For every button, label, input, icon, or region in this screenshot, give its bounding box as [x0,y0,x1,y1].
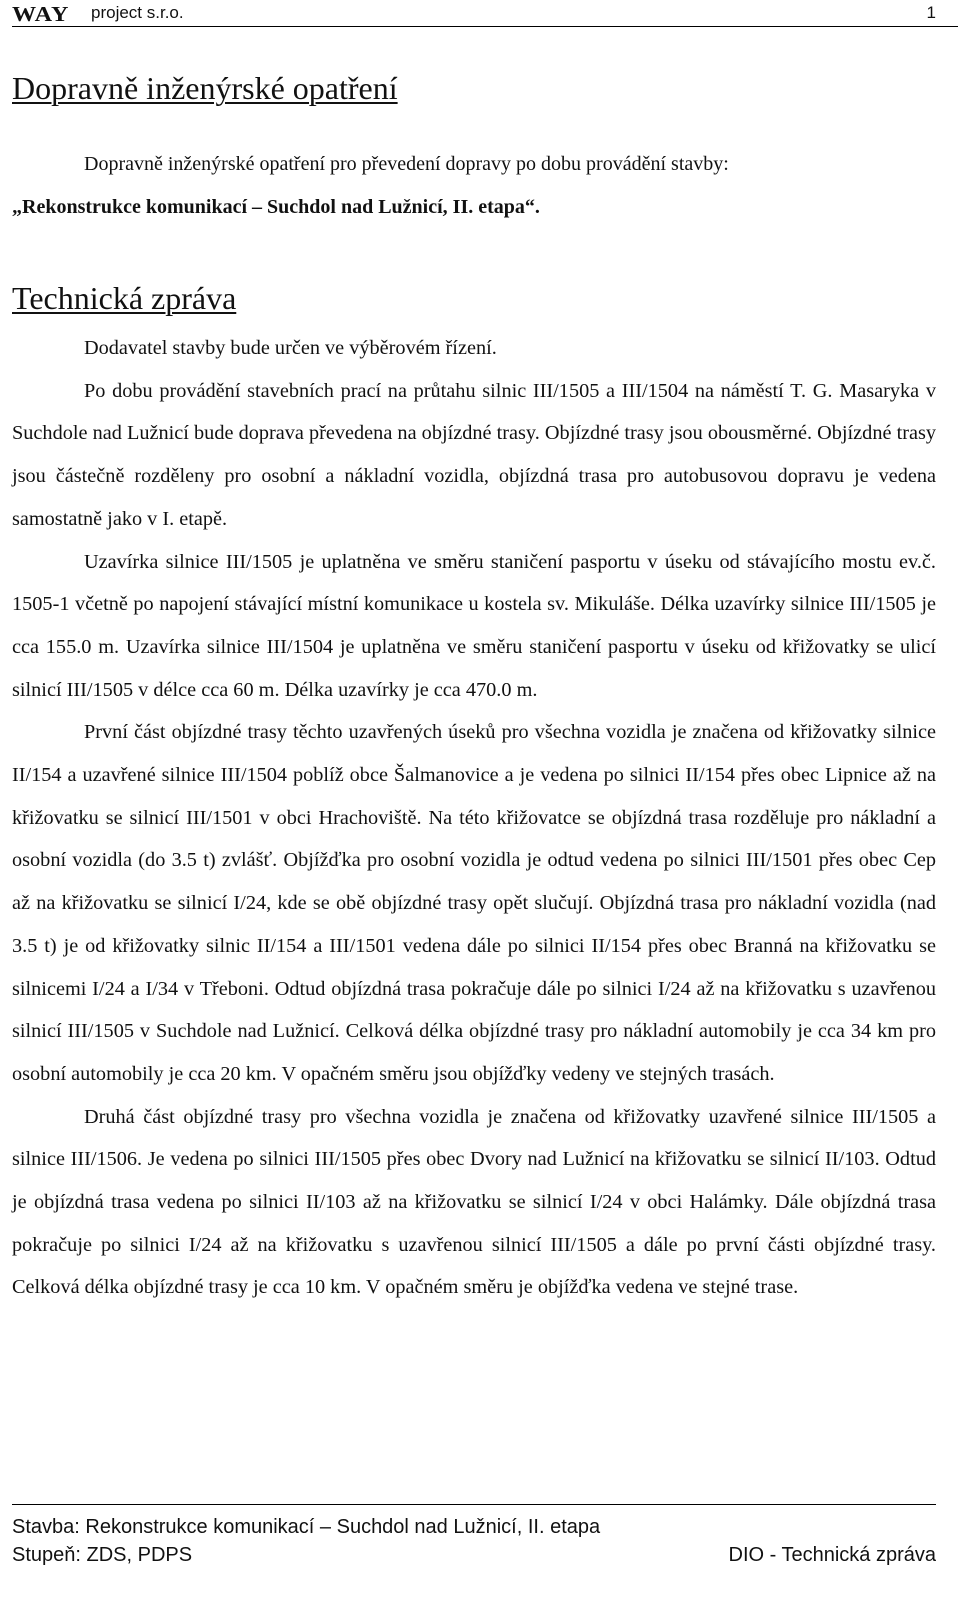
project-name: „Rekonstrukce komunikací – Suchdol nad Lužnicí, II. etapa“. [12,196,540,218]
footer-document-type: DIO - Technická zpráva [728,1544,936,1566]
paragraph: První část objízdné trasy těchto uzavřených úseků pro všechna vozidla je značena od křižovatky silnice II/154 a uzavřené silnice III/1504 poblíž obce Šalmanovice a je vedena po silnici II/154 přes obec Lipnice až na křižovatku se silnicí III/1501 v obci Hrachoviště. Na této křižovatce se objízdná trasa rozděluje pro nákladní a osobní vozidla (do 3.5 t) zvlášť. Objížďka pro osobní vozidla je odtud vedena po silnici III/1501 přes obec Cep až na křižovatku se silnicí I/24, kde se obě objízdné trasy opět slučují. Objízdná trasa pro nákladní vozidla (nad 3.5 t) je od křižovatky silnic II/154 a III/1501 vedena dále po silnici II/154 přes obec Branná na křižovatku se silnicemi I/24 a I/34 v Třeboni. Odtud objízdná trasa pokračuje dále po silnici I/24 až na křižovatku s uzavřenou silnicí III/1505 v Suchdole nad Lužnicí. Celková délka objízdné trasy pro nákladní automobily je cca 34 km pro osobní automobily je cca 20 km. V opačném směru jsou objížďky vedeny ve stejných trasách. [12,721,936,1085]
paragraph: Po dobu provádění stavebních prací na průtahu silnic III/1505 a III/1504 na náměstí T. G. Masaryka v Suchdole nad Lužnicí bude doprava převedena na objízdné trasy. Objízdné trasy jsou obousměrné. Objízdné trasy jsou částečně rozděleny pro osobní a nákladní vozidla, objízdná trasa pro autobusovou dopravu je vedena samostatně jako v I. etapě. [12,379,936,530]
intro-line: Dopravně inženýrské opatření pro převedení dopravy po dobu provádění stavby: [84,153,729,175]
page-number: 1 [926,3,936,22]
section-title: Technická zpráva [12,280,237,316]
paragraph: Dodavatel stavby bude určen ve výběrovém řízení. [84,337,497,359]
paragraph: Uzavírka silnice III/1505 je uplatněna ve směru staničení pasportu v úseku od stávajícího mostu ev.č. 1505-1 včetně po napojení stávající místní komunikace u kostela sv. Mikuláše. Délka uzavírky silnice III/1505 je cca 155.0 m. Uzavírka silnice III/1504 je uplatněna ve směru staničení pasportu v úseku od křižovatky se ulicí silnicí III/1505 v délce cca 60 m. Délka uzavírky je cca 470.0 m. [12,550,936,701]
page-header [12,0,958,27]
paragraph: Druhá část objízdné trasy pro všechna vozidla je značena od křižovatky uzavřené silnice III/1505 a silnice III/1506. Je vedena po silnici III/1505 přes obec Dvory nad Lužnicí na křižovatku se silnicí II/103. Odtud je objízdná trasa vedena po silnici II/103 až na křižovatku se silnicí I/24 v obci Halámky. Dále objízdná trasa pokračuje po silnici I/24 až na křižovatku s uzavřenou silnicí III/1505 a dále po první části objízdné trasy. Celková délka objízdné trasy je cca 10 km. V opačném směru je objížďka vedena ve stejné trase. [12,1105,936,1299]
document-title: Dopravně inženýrské opatření [12,70,398,106]
company-name: project s.r.o. [91,3,184,22]
report-body [12,327,936,1309]
footer-stage: Stupeň: ZDS, PDPS [12,1544,193,1566]
company-logo: WAY [12,2,70,26]
page-footer [12,1504,936,1566]
footer-project: Stavba: Rekonstrukce komunikací – Suchdol nad Lužnicí, II. etapa [12,1516,601,1538]
